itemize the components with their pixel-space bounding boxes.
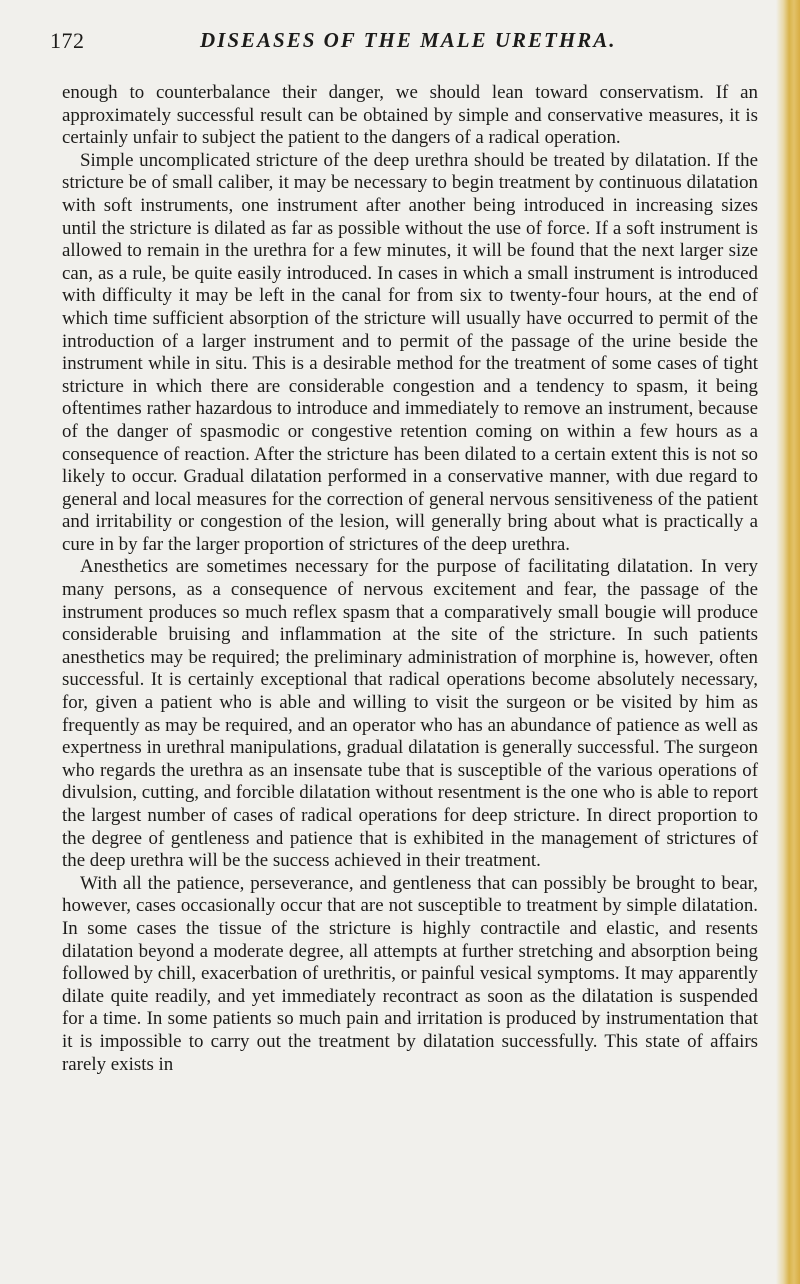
page-edge: [776, 0, 800, 1284]
paragraph-1: enough to counterbalance their danger, we should lean toward conservatism. If an approximately successful result can be obtained by simple and conservative measures, it is certainly unfair to subject the patient to the dangers of a radical operation.: [62, 82, 758, 149]
body-text: [62, 82, 758, 1076]
paragraph-2: Simple uncomplicated stricture of the deep urethra should be treated by dilatation. If the stricture be of small caliber, it may be necessary to begin treatment by continuous dilatation with soft instruments, one instrument after another being introduced in increasing sizes until the stricture is dilated as far as possible without the use of force. If a soft instrument is allowed to remain in the urethra for a few minutes, it will be found that the next larger size can, as a rule, be quite easily introduced. In cases in which a small instrument is introduced with difficulty it may be left in the canal for from six to twenty-four hours, at the end of which time sufficient absorption of the stricture will usually have occurred to permit of the introduction of a larger instrument and to permit of the passage of the urine beside the instrument while in situ. This is a desirable method for the treatment of some cases of tight stricture in which there are considerable congestion and a tendency to spasm, it being oftentimes rather hazardous to introduce and immediately to remove an instrument, because of the danger of spasmodic or congestive retention coming on within a few hours as a consequence of reaction. After the stricture has been dilated to a certain extent this is not so likely to occur. Gradual dilatation performed in a conservative manner, with due regard to general and local measures for the correction of general nervous sensitiveness of the patient and irritability or congestion of the lesion, will generally bring about what is practically a cure in by far the larger proportion of strictures of the deep urethra.: [62, 149, 758, 555]
page-number: 172: [50, 28, 85, 53]
running-title: DISEASES OF THE MALE URETHRA.: [200, 28, 617, 52]
paragraph-4: With all the patience, perseverance, and gentleness that can possibly be brought to bear, however, cases occasionally occur that are not susceptible to treatment by simple dilatation. In some cases the tissue of the stricture is highly contractile and elastic, and resents dilatation beyond a moderate degree, all attempts at further stretching and absorption being followed by chill, exacerbation of urethritis, or painful vesical symptoms. It may apparently dilate quite readily, and yet immediately recontract as soon as the dilatation is suspended for a time. In some patients so much pain and irritation is produced by instrumentation that it is impossible to carry out the treatment by dilatation successfully. This state of affairs rarely exists in: [62, 872, 758, 1075]
page-header: [50, 28, 755, 58]
paragraph-3: Anesthetics are sometimes necessary for the purpose of facilitating dilatation. In very many persons, as a consequence of nervous excitement and fear, the passage of the instrument produces so much reflex spasm that a comparatively small bougie will produce considerable bruising and inflammation at the site of the stricture. In such patients anesthetics may be required; the preliminary administration of morphine is, however, often successful. It is certainly exceptional that radical operations become absolutely necessary, for, given a patient who is able and willing to visit the surgeon or be visited by him as frequently as may be required, and an operator who has an abundance of patience as well as expertness in urethral manipulations, gradual dilatation is generally successful. The surgeon who regards the urethra as an insensate tube that is susceptible of the various operations of divulsion, cutting, and forcible dilatation without resentment is the one who is able to report the largest number of cases of radical operations for deep stricture. In direct proportion to the degree of gentleness and patience that is exhibited in the management of strictures of the deep urethra will be the success achieved in their treatment.: [62, 556, 758, 872]
